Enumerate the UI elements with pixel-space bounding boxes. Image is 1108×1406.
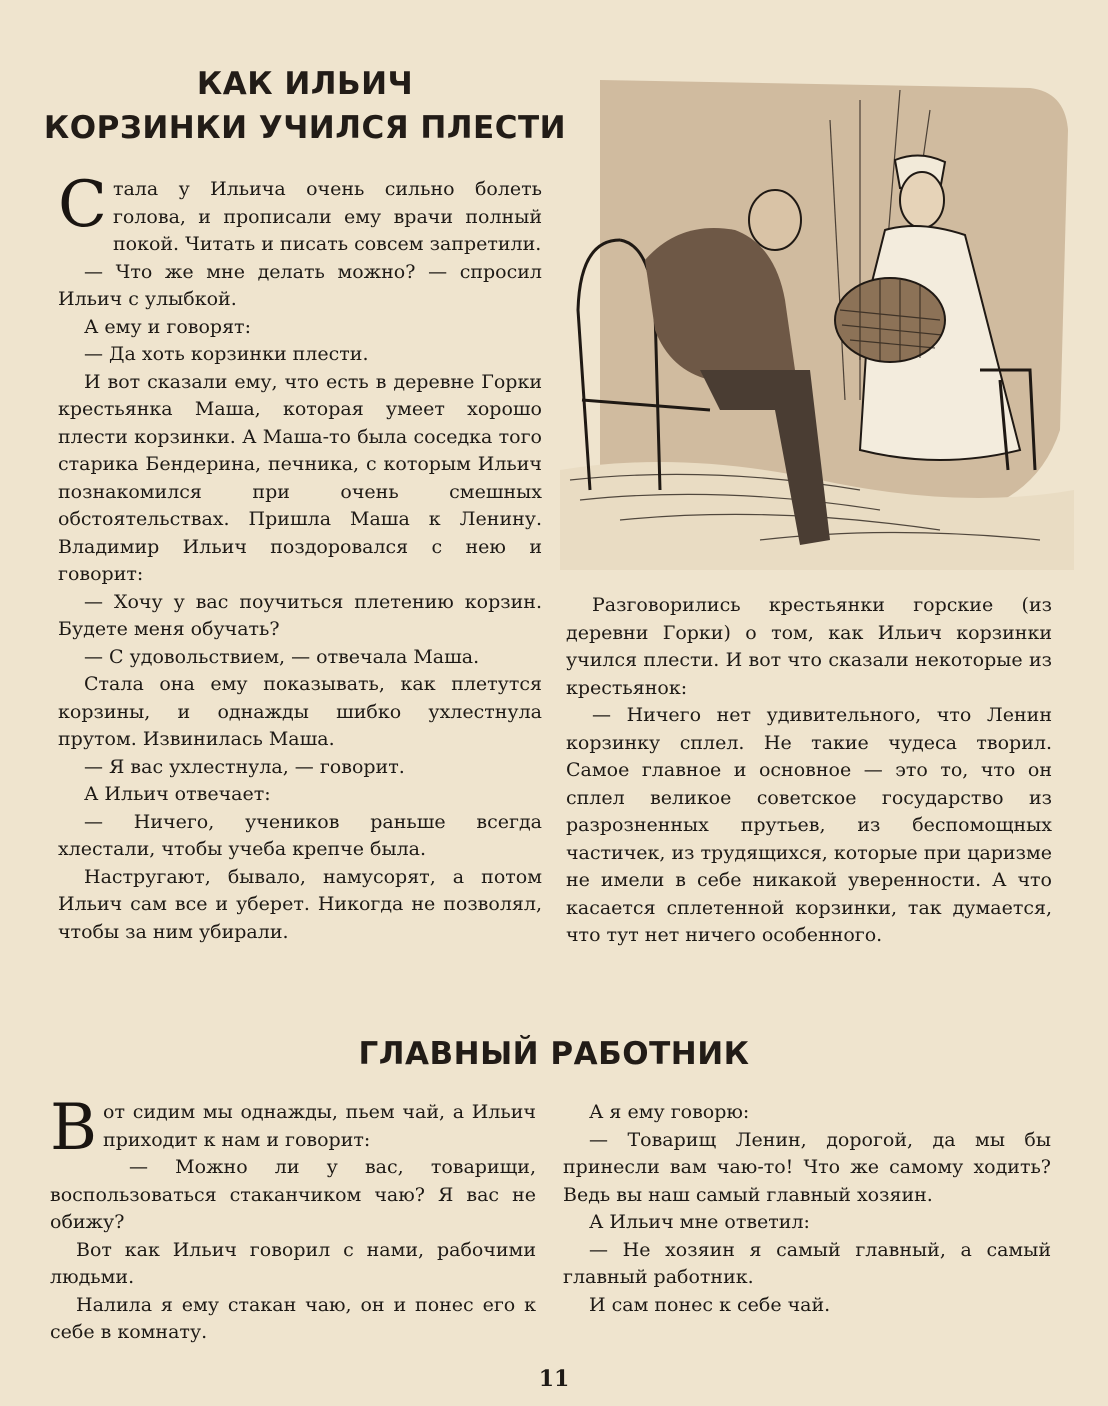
- story2-paragraph-1-text: от сидим мы однажды, пьем чай, а Ильич приходит к нам и говорит:: [103, 1101, 536, 1151]
- story2-paragraph-1: [50, 1091, 536, 1165]
- story1-right-column: [566, 592, 1052, 950]
- story2-left-column: [50, 1091, 536, 1347]
- story1-paragraph-11: — Ничего, учеников раньше всегда хлестали, чтобы учеба крепче была.: [58, 810, 542, 860]
- story2-right-paragraph-5: И сам понес к себе чай.: [589, 1293, 831, 1316]
- story1-paragraph-5: И вот сказали ему, что есть в деревне Горки крестьянка Маша, которая умеет хорошо плести корзинки. А Маша-то была соседка того старика Бендерина, печника, с которым Ильич познакомился при очень смешных обстоятельствах. Пришла Маша к Ленину. Владимир Ильич поздоровался с нею и говорит:: [58, 370, 542, 585]
- story2-title: ГЛАВНЫЙ РАБОТНИК: [358, 1036, 750, 1072]
- story1-title-line-1: КАК ИЛЬИЧ: [196, 66, 414, 102]
- story2-paragraph-3: Вот как Ильич говорил с нами, рабочими людьми.: [50, 1238, 536, 1288]
- story1-paragraph-12: Настругают, бывало, намусорят, а потом Ильич сам все и уберет. Никогда не позволял, чтобы за ним убирали.: [58, 865, 542, 943]
- story1-left-column: [58, 168, 542, 946]
- story1-paragraph-8: Стала она ему показывать, как плетутся корзины, и однажды шибко ухлестнула прутом. Извинилась Маша.: [58, 673, 542, 750]
- story2-right-column: [563, 1099, 1051, 1319]
- story2-paragraph-4: Налила я ему стакан чаю, он и понес его к себе в комнату.: [50, 1293, 536, 1343]
- story2-paragraph-2: — Можно ли у вас, товарищи, воспользоваться стаканчиком чаю? Я вас не обижу?: [50, 1156, 536, 1233]
- story2-right-paragraph-1: А я ему говорю:: [589, 1101, 750, 1123]
- story2-drop-cap: В: [50, 1091, 98, 1165]
- story2-right-paragraph-4: — Не хозяин я самый главный, а самый главный работник.: [563, 1238, 1051, 1288]
- page-number: 11: [538, 1366, 570, 1392]
- story1-title: [40, 62, 570, 150]
- story1-drop-cap: С: [58, 168, 107, 242]
- story1-paragraph-10: А Ильич отвечает:: [84, 783, 271, 805]
- story1-right-paragraph-1: Разговорились крестьянки горские (из деревни Горки) о том, как Ильич корзинки учился плести. И вот что сказали некоторые из крестьянок:: [566, 594, 1052, 699]
- story1-paragraph-9: — Я вас ухлестнула, — говорит.: [84, 755, 405, 778]
- story1-paragraph-2: — Что же мне делать можно? — спросил Ильич с улыбкой.: [58, 260, 542, 310]
- story2-right-paragraph-3: А Ильич мне ответил:: [589, 1211, 810, 1233]
- story1-paragraph-1: [58, 168, 542, 259]
- illustration-basket-weaving: [560, 70, 1074, 570]
- story1-title-line-2: КОРЗИНКИ УЧИЛСЯ ПЛЕСТИ: [43, 110, 567, 146]
- story1-paragraph-4: — Да хоть корзинки плести.: [84, 343, 369, 365]
- story1-paragraph-6: — Хочу у вас поучиться плетению корзин. Будете меня обучать?: [58, 590, 542, 640]
- story2-right-paragraph-2: — Товарищ Ленин, дорогой, да мы бы принесли вам чаю-то! Что же самому ходить? Ведь вы наш самый главный хозяин.: [563, 1128, 1051, 1206]
- story1-paragraph-1-text: тала у Ильича очень сильно болеть голова, и прописали ему врачи полный покой. Читать и писать совсем запретили.: [112, 178, 542, 255]
- story1-right-paragraph-2: — Ничего нет удивительного, что Ленин корзинку сплел. Не такие чудеса творил. Самое главное и основное — это то, что он сплел великое советское государство из разрозненных прутьев, из беспомощных частичек, из трудящихся, которые при царизме не имели в себе никакой уверенности. А что касается сплетенной корзинки, так думается, что тут нет ничего особенного.: [566, 704, 1052, 946]
- story1-paragraph-7: — С удовольствием, — отвечала Маша.: [84, 645, 480, 668]
- story1-paragraph-3: А ему и говорят:: [84, 315, 251, 338]
